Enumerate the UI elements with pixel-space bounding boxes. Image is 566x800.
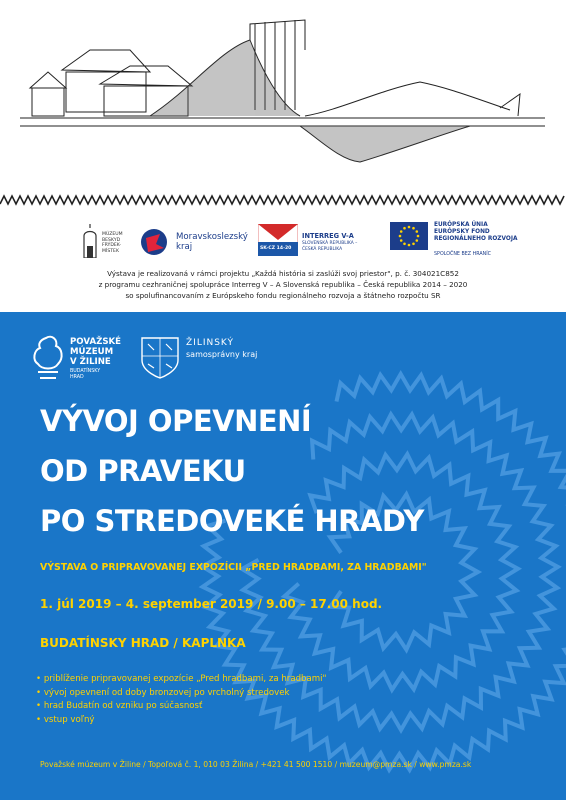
zigzag-divider bbox=[0, 193, 566, 207]
credits-text bbox=[20, 268, 546, 301]
exhibition-place: BUDATÍNSKY HRAD / KAPLNKA bbox=[40, 636, 246, 650]
feature-item: • vývoj opevnení od doby bronzovej po vrcholný stredovek bbox=[36, 687, 327, 701]
moravian-label: Moravskoslezský kraj bbox=[176, 232, 248, 252]
eu-text: EURÓPSKA ÚNIA bbox=[434, 222, 488, 228]
interreg-sub: SLOVENSKÁ REPUBLIKA – bbox=[302, 241, 358, 246]
museum-sub-line: HRAD bbox=[70, 375, 84, 380]
partner-logos bbox=[0, 218, 566, 270]
eu-text: EURÓPSKY FOND bbox=[434, 229, 490, 235]
blue-section bbox=[0, 312, 566, 800]
region-name: ŽILINSKÝ bbox=[186, 338, 235, 348]
fortification-sketch bbox=[0, 10, 566, 195]
eu-slogan: SPOLOČNE BEZ HRANÍC bbox=[434, 252, 491, 257]
museum-name-line: MÚZEUM bbox=[70, 347, 114, 357]
church-icon bbox=[80, 224, 100, 258]
feature-item: • vstup voľný bbox=[36, 714, 327, 728]
region-sub: samosprávny kraj bbox=[186, 350, 258, 359]
feature-list bbox=[36, 673, 327, 727]
museum-beskyd-line: MÍSTEK bbox=[102, 248, 119, 254]
credits-line: z programu cezhraničnej spolupráce Interreg V – A Slovenská republika – Česká republika 2014 – 2020 bbox=[98, 280, 468, 289]
museum-beskyd-line: FRÝDEK- bbox=[102, 243, 121, 249]
title-line-3: PO STREDOVEKÉ HRADY bbox=[40, 504, 424, 538]
interreg-logo bbox=[258, 218, 378, 270]
top-section bbox=[0, 0, 566, 312]
title-line-2: OD PRAVEKU bbox=[40, 454, 246, 488]
exhibition-subtitle: VÝSTAVA O PRIPRAVOVANEJ EXPOZÍCII „PRED HRADBAMI, ZA HRADBAMI" bbox=[40, 562, 427, 573]
exhibition-dates: 1. júl 2019 – 4. september 2019 / 9.00 – 17.00 hod. bbox=[40, 597, 383, 611]
interreg-code: SK-CZ 14-20 bbox=[260, 246, 292, 251]
eu-logo bbox=[390, 218, 530, 270]
eu-text: REGIONÁLNEHO ROZVOJA bbox=[434, 236, 518, 242]
museum-beskyd-logo bbox=[80, 218, 130, 270]
museum-beskyd-line: BESKYD bbox=[102, 237, 121, 243]
interreg-title: INTERREG V-A bbox=[302, 232, 354, 240]
museum-sub-line: BUDATÍNSKY bbox=[70, 369, 101, 374]
museum-beskyd-line: MÚZEUM bbox=[102, 232, 123, 237]
credits-line: Výstava je realizovaná v rámci projektu „Každá história si zaslúži svoj priestor", p. č. 304021C852 bbox=[107, 269, 459, 278]
feature-item: • hrad Budatín od vzniku po súčasnosť bbox=[36, 700, 327, 714]
museum-name-line: POVAŽSKÉ bbox=[70, 337, 122, 347]
zilinsky-kraj-logo bbox=[140, 334, 290, 386]
rooster-icon bbox=[30, 334, 64, 382]
feature-item: • priblíženie pripravovanej expozície „Pred hradbami, za hradbami" bbox=[36, 673, 327, 687]
povazske-muzeum-logo bbox=[30, 334, 130, 386]
title-line-1: VÝVOJ OPEVNENÍ bbox=[40, 404, 312, 438]
credits-line: so spolufinancovaním z Európskeho fondu regionálneho rozvoja a štátneho rozpočtu SR bbox=[125, 291, 441, 300]
moravian-region-logo bbox=[140, 218, 260, 270]
interreg-emblem-icon bbox=[258, 224, 298, 256]
contact-footer: Považské múzeum v Žiline / Topoľová č. 1, 010 03 Žilina / +421 41 500 1510 / muzeum@pmza.sk / www.pmza.sk bbox=[40, 760, 472, 769]
moravian-emblem-icon bbox=[140, 226, 172, 258]
eu-flag-icon bbox=[390, 222, 428, 250]
interreg-sub: ČESKÁ REPUBLIKA bbox=[302, 247, 343, 252]
coat-of-arms-icon bbox=[140, 336, 180, 380]
museum-name-line: V ŽILINE bbox=[70, 357, 111, 367]
